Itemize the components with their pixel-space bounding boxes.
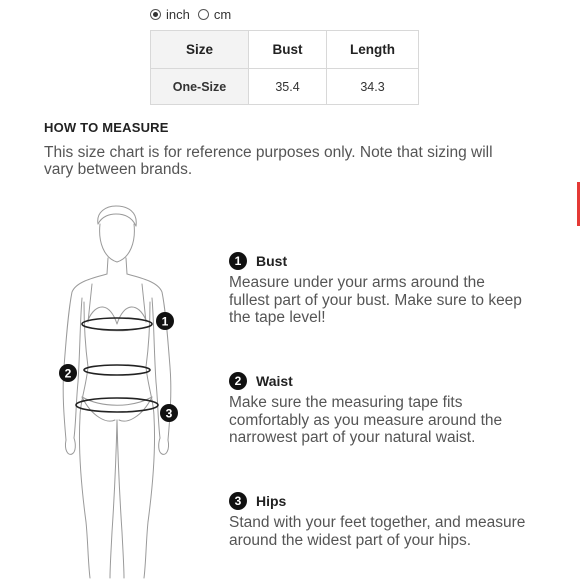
step-number-badge: 3 — [229, 492, 247, 510]
unit-option-inch[interactable] — [150, 7, 190, 22]
step-heading — [229, 372, 529, 390]
marker-2 — [59, 364, 77, 382]
step-description: Make sure the measuring tape fits comfortably as you measure around the narrowest part of your natural waist. — [229, 394, 503, 446]
step-hips — [229, 492, 529, 549]
step-title: Waist — [256, 373, 293, 389]
step-description: Stand with your feet together, and measure around the widest part of your hips. — [229, 514, 526, 549]
step-title: Hips — [256, 493, 287, 509]
unit-selector — [150, 7, 239, 22]
step-number-badge: 1 — [229, 252, 247, 270]
table-row — [151, 69, 419, 105]
step-heading — [229, 492, 529, 510]
step-description: Measure under your arms around the fullest part of your bust. Make sure to keep the tape level! — [229, 274, 522, 326]
marker-label: 2 — [64, 366, 72, 381]
cm-radio[interactable] — [198, 9, 209, 20]
unit-label: cm — [213, 7, 232, 22]
reference-note: This size chart is for reference purposes only. Note that sizing will vary between brands. — [44, 144, 493, 178]
table-cell: One-Size — [151, 69, 249, 105]
step-bust — [229, 252, 529, 327]
column-header: Length — [327, 31, 419, 69]
body-measure-illustration — [52, 202, 192, 580]
size-chart-table — [150, 30, 419, 105]
marker-label: 3 — [165, 406, 173, 421]
step-heading — [229, 252, 529, 270]
column-header: Bust — [249, 31, 327, 69]
inch-radio[interactable] — [150, 9, 161, 20]
step-number-badge: 2 — [229, 372, 247, 390]
table-header-row — [151, 31, 419, 69]
waist-tape-line — [84, 365, 150, 375]
section-title: HOW TO MEASURE — [44, 120, 169, 135]
unit-option-cm[interactable] — [198, 7, 231, 22]
marker-label: 1 — [161, 314, 169, 329]
marker-1 — [156, 312, 174, 330]
column-header: Size — [151, 31, 249, 69]
table-cell: 35.4 — [249, 69, 327, 105]
step-waist — [229, 372, 529, 447]
unit-label: inch — [166, 7, 190, 22]
table-cell: 34.3 — [327, 69, 419, 105]
marker-3 — [160, 404, 178, 422]
step-title: Bust — [256, 253, 288, 269]
